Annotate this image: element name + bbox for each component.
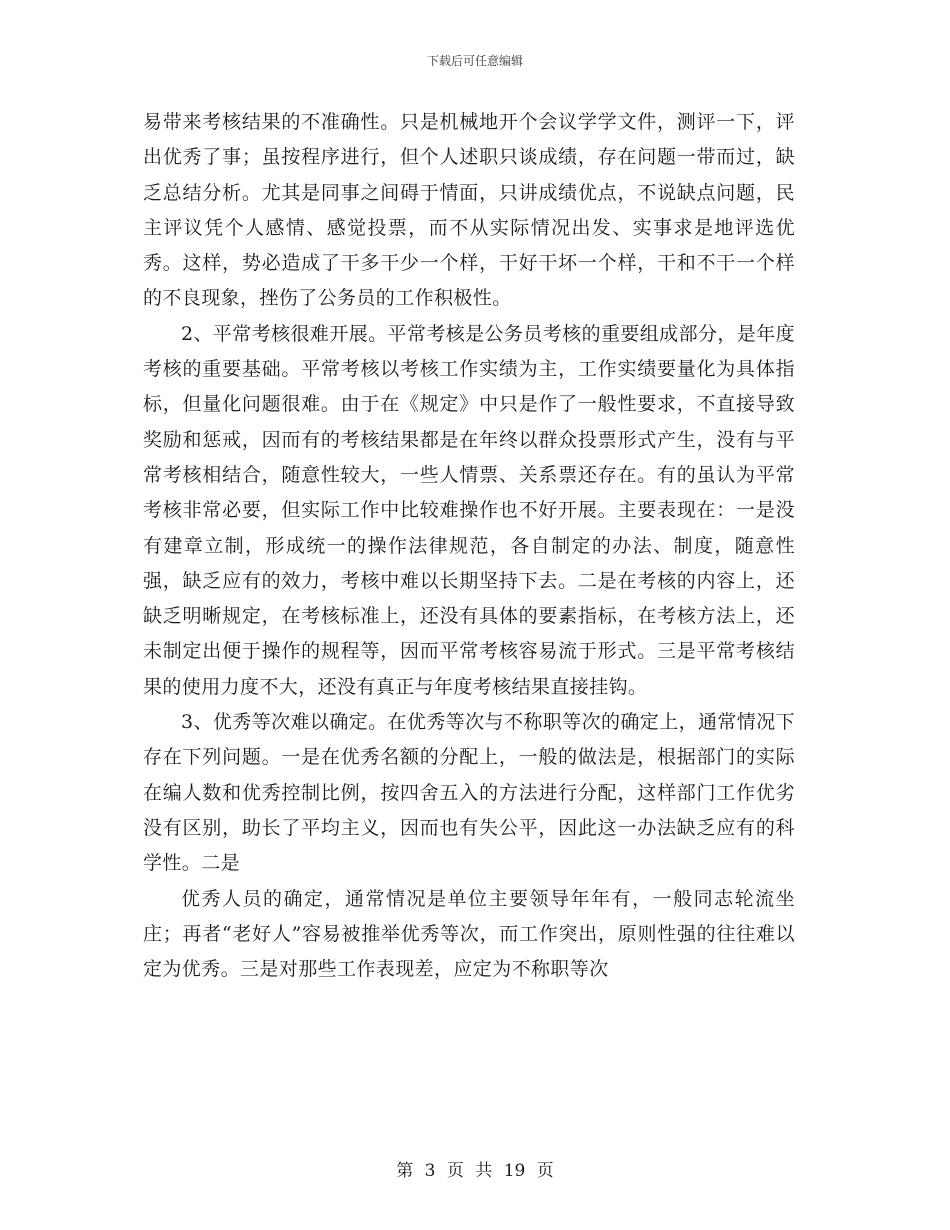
page-number: 第 3 页 共 19 页 — [396, 1161, 554, 1181]
paragraph-continuation: 易带来考核结果的不准确性。只是机械地开个会议学学文件，测评一下，评出优秀了事；虽按程序进行，但个人述职只谈成绩，存在问题一带而过，缺乏总结分析。尤其是同事之间碍于情面，只讲成绩优点，不说缺点问题，民主评议凭个人感情、感觉投票，而不从实际情况出发、实事求是地评选优秀。这样，势必造成了干多干少一个样，干好干坏一个样，干和不干一个样的不良现象，挫伤了公务员的工作积极性。 — [143, 111, 795, 310]
paragraph-excellent-personnel: 优秀人员的确定，通常情况是单位主要领导年年有，一般同志轮流坐庄；再者“老好人”容易被推举优秀等次，而工作突出，原则性强的往往难以定为优秀。三是对那些工作表现差，应定为不称职等次 — [143, 887, 795, 981]
paragraph-regular-assessment: 2、平常考核很难开展。平常考核是公务员考核的重要组成部分，是年度考核的重要基础。平常考核以考核工作实绩为主，工作实绩要量化为具体指标，但量化问题很难。由于在《规定》中只是作了一般性要求，不直接导致奖励和惩戒，因而有的考核结果都是在年终以群众投票形式产生，没有与平常考核相结合，随意性较大，一些人情票、关系票还存在。有的虽认为平常考核非常必要，但实际工作中比较难操作也不好开展。主要表现在：一是没有建章立制，形成统一的操作法律规范，各自制定的办法、制度，随意性强，缺乏应有的效力，考核中难以长期坚持下去。二是在考核的内容上，还缺乏明晰规定，在考核标准上，还没有具体的要素指标，在考核方法上，还未制定出便于操作的规程等，因而平常考核容易流于形式。三是平常考核结果的使用力度不大，还没有真正与年度考核结果直接挂钩。 — [143, 322, 795, 698]
document-body — [143, 105, 795, 987]
paragraph-excellent-grade: 3、优秀等次难以确定。在优秀等次与不称职等次的确定上，通常情况下存在下列问题。一是在优秀名额的分配上，一般的做法是，根据部门的实际在编人数和优秀控制比例，按四舍五入的方法进行分配，这样部门工作优劣没有区别，助长了平均主义，因而也有失公平，因此这一办法缺乏应有的科学性。二是 — [143, 711, 795, 875]
page-header: 下载后可任意编辑 — [426, 54, 523, 68]
